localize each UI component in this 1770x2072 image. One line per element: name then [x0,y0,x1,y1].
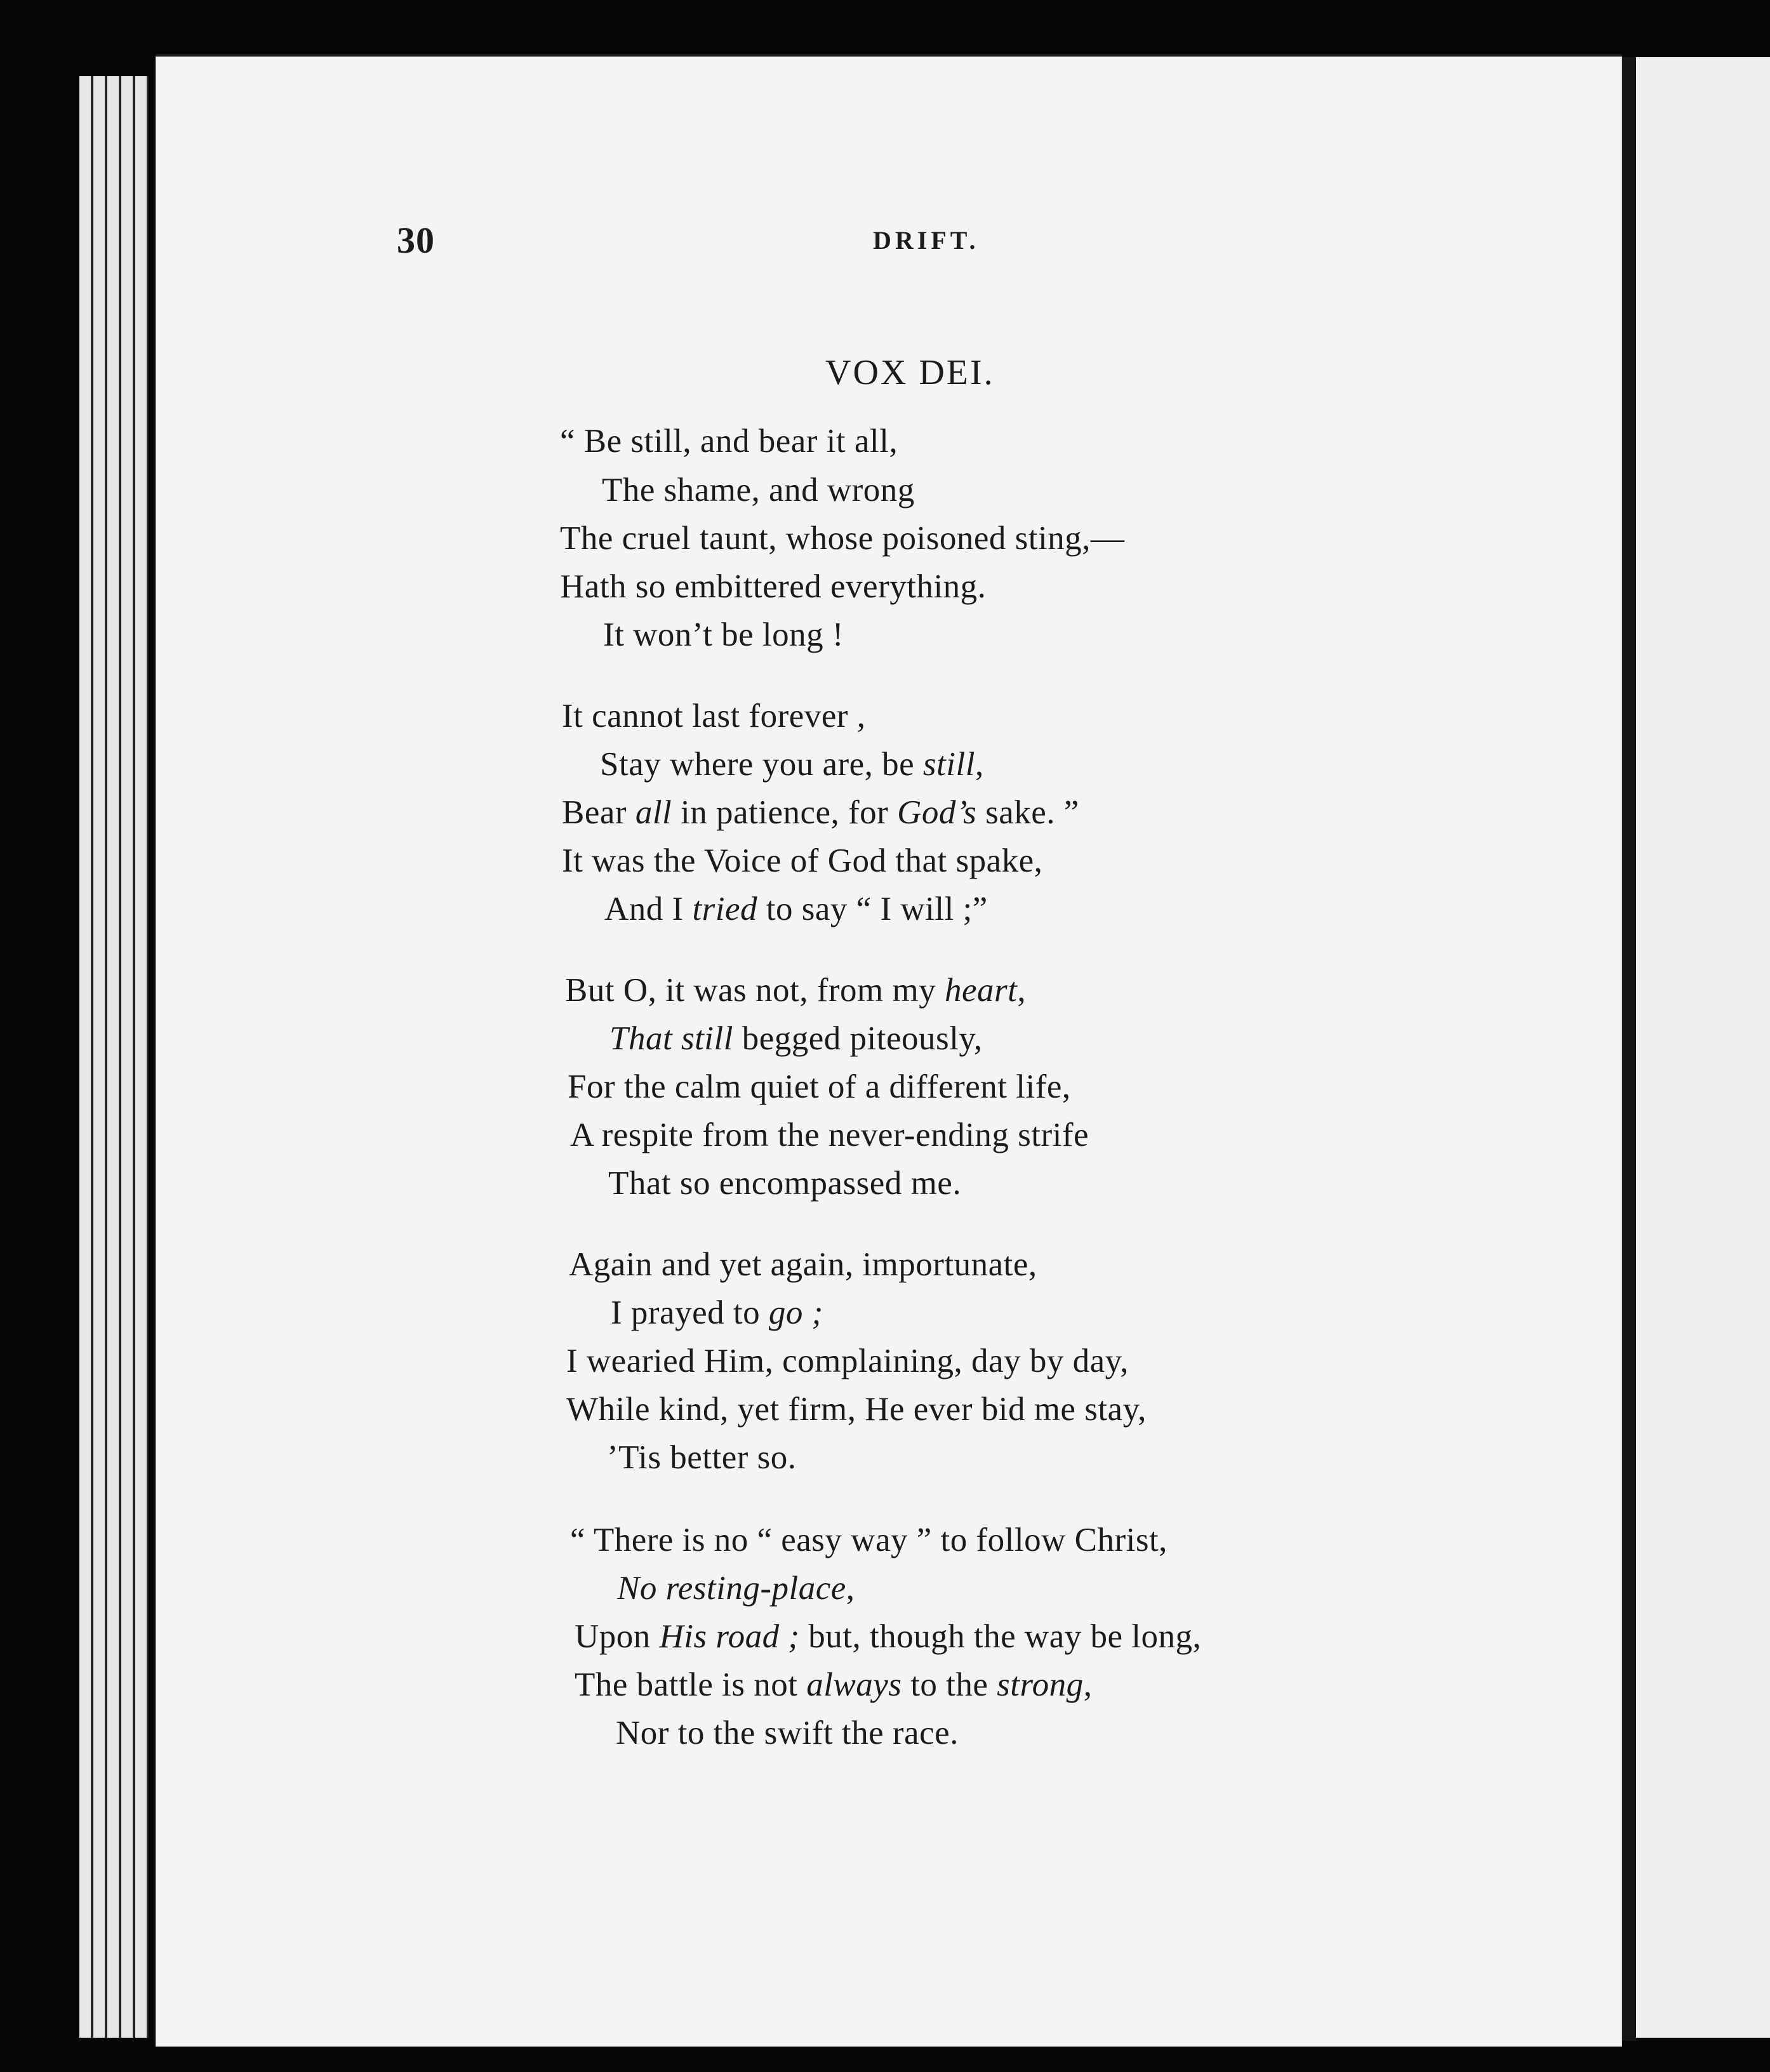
line-text: “ There is no “ easy way ” to follow Christ, [570,1522,1168,1558]
poem-line [600,745,984,783]
line-text: It cannot last forever , [562,698,866,734]
poem-line [611,1294,823,1332]
line-text: The battle is not [575,1666,807,1703]
poem-line [570,1116,1089,1154]
poem-line [562,794,1079,832]
poem-line [608,1164,961,1202]
poem-line [566,1342,1129,1380]
line-text: But O, it was not, from my [565,972,945,1009]
line-text: ’Tis better so. [607,1439,797,1476]
line-text: , [975,746,984,783]
running-title: DRIFT. [873,226,980,255]
line-text: That so encompassed me. [608,1165,962,1202]
line-text: “ Be still, and bear it all, [560,423,898,460]
line-text: to the [902,1666,997,1703]
line-text: The cruel taunt, whose poisoned sting,— [560,520,1125,557]
poem-line [560,568,986,606]
italic-emphasis: go ; [768,1294,823,1331]
poem-line [560,422,898,460]
poem-line [568,1068,1071,1106]
poem-line [603,616,844,654]
italic-emphasis: No resting-place [617,1570,846,1607]
italic-emphasis: tried [692,891,758,927]
italic-emphasis: His road ; [659,1618,800,1655]
line-text: Stay where you are, be [600,746,923,783]
line-text: in patience, for [672,794,898,831]
book-gutter [1622,57,1636,2041]
italic-emphasis: God’s [897,794,977,831]
poem-line [562,697,866,735]
poem-line [616,1714,959,1752]
page-stack-edges [79,76,165,2038]
line-text: While kind, yet firm, He ever bid me stay, [566,1391,1147,1428]
line-text: , [846,1570,855,1607]
poem-title: VOX DEI. [825,353,995,392]
line-text: And I [604,891,693,927]
line-text: The shame, and wrong [602,472,915,508]
poem-line [562,842,1042,880]
page-number: 30 [397,220,435,261]
line-text: For the calm quiet of a different life, [568,1068,1071,1105]
italic-emphasis: all [635,794,672,831]
poem-line [565,971,1026,1009]
line-text: It won’t be long ! [603,616,844,653]
line-text: , [1017,972,1027,1009]
facing-page-edge [1632,57,1770,2038]
line-text: I wearied Him, complaining, day by day, [566,1343,1129,1379]
poem-line [604,890,988,928]
poem-line [575,1617,1201,1656]
line-text: but, though the way be long, [799,1618,1202,1655]
poem-line [569,1245,1037,1284]
poem-line [617,1569,855,1607]
poem-line [566,1390,1147,1428]
line-text: sake. ” [976,794,1079,831]
line-text: begged piteously, [733,1020,983,1057]
poem-line [607,1438,797,1477]
line-text: Again and yet again, importunate, [569,1246,1037,1283]
italic-emphasis: heart [944,972,1018,1009]
line-text: Hath so embittered everything. [560,568,987,605]
line-text: , [1083,1666,1093,1703]
italic-emphasis: strong [997,1666,1084,1703]
poem-line [609,1019,983,1058]
poem-line [575,1666,1092,1704]
italic-emphasis: still [922,746,975,783]
italic-emphasis: That still [609,1020,733,1057]
line-text: to say “ I will ;” [757,891,988,927]
line-text: It was the Voice of God that spake, [562,842,1043,879]
line-text: Upon [575,1618,660,1655]
poem-line [570,1521,1168,1559]
line-text: A respite from the never-ending strife [570,1117,1089,1153]
line-text: Nor to the swift the race. [616,1715,959,1751]
line-text: I prayed to [611,1294,769,1331]
italic-emphasis: always [806,1666,902,1703]
line-text: Bear [562,794,635,831]
poem-line [560,519,1124,557]
poem-line [602,471,915,509]
